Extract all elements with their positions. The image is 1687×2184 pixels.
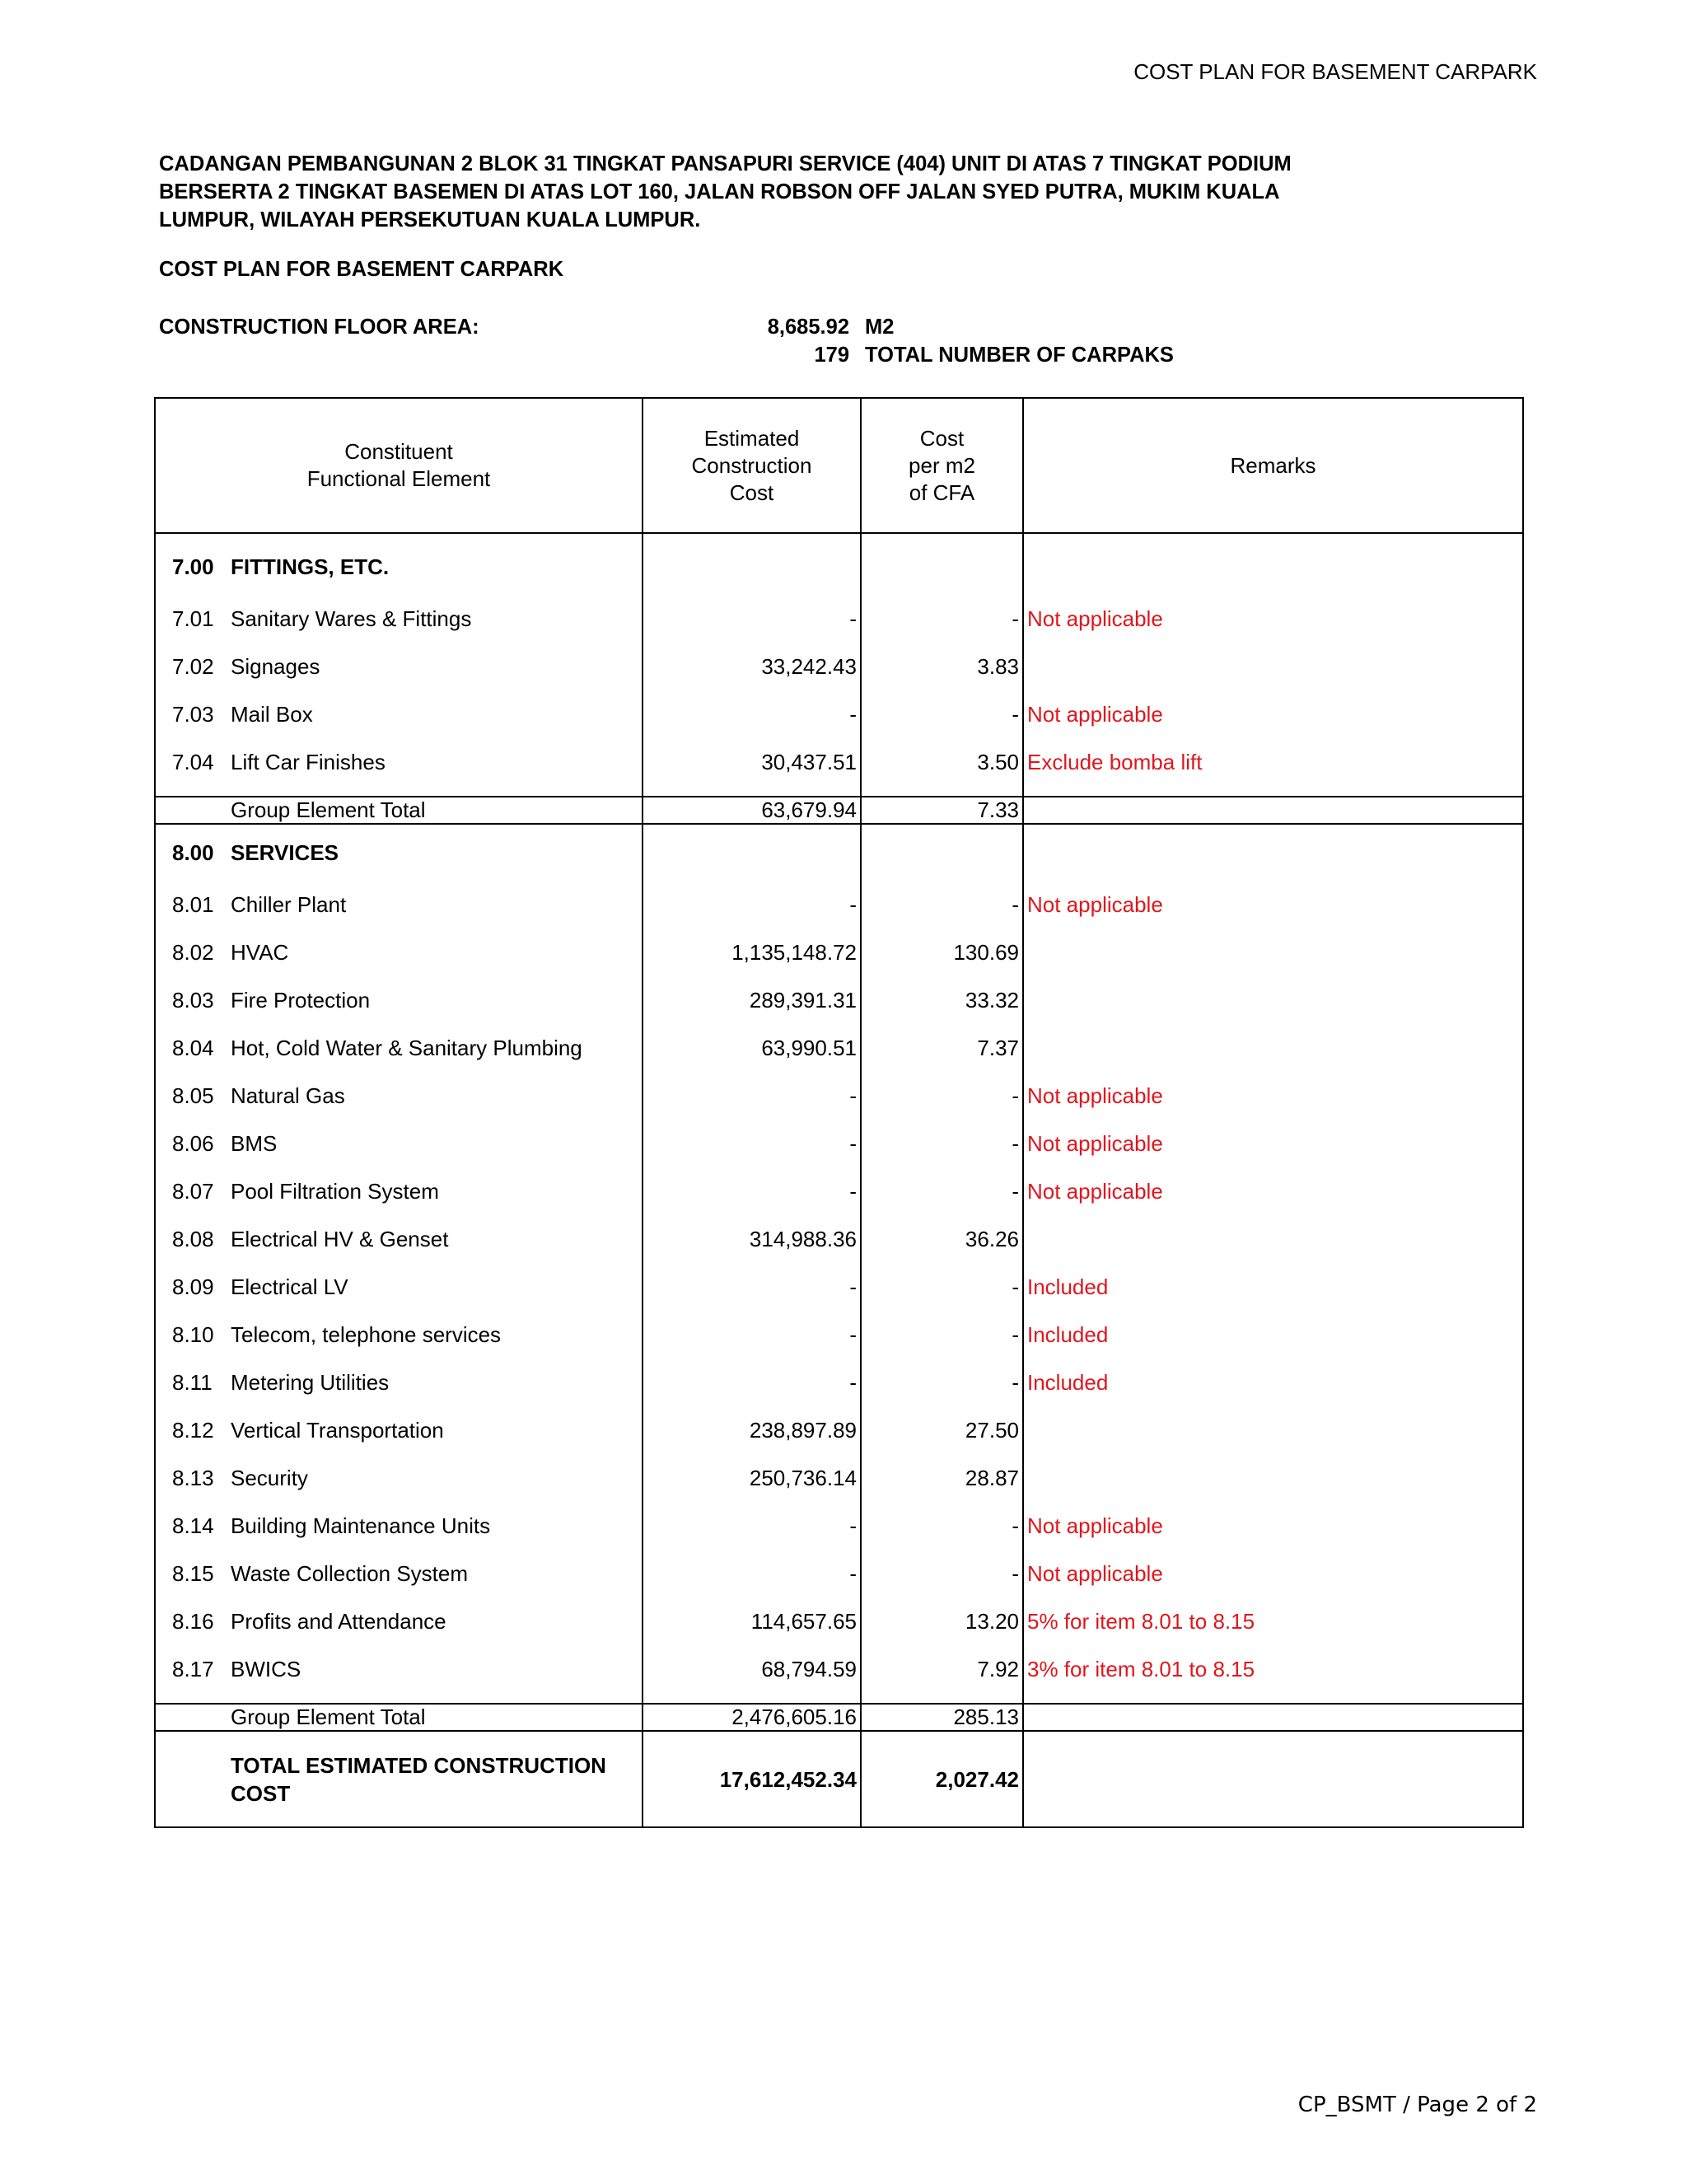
item-remark: Not applicable (1023, 595, 1523, 643)
table-row (155, 1215, 1523, 1263)
item-code: 8.04 (155, 1024, 231, 1072)
table-row (155, 1072, 1523, 1120)
item-code: 8.01 (155, 881, 231, 928)
item-estimated-cost: - (643, 1263, 861, 1311)
group-total-remark (1023, 1704, 1523, 1731)
group-total-row (155, 797, 1523, 824)
item-name: Chiller Plant (231, 881, 643, 928)
carparks-label: TOTAL NUMBER OF CARPAKS (865, 344, 1174, 367)
table-row (155, 690, 1523, 738)
table-row (155, 1406, 1523, 1454)
cfa-area-unit: M2 (865, 316, 895, 339)
group-code: 7.00 (155, 533, 231, 595)
item-name: Pool Filtration System (231, 1167, 643, 1215)
item-remark: Not applicable (1023, 1502, 1523, 1550)
item-estimated-cost: - (643, 1550, 861, 1597)
item-estimated-cost: 289,391.31 (643, 976, 861, 1024)
item-estimated-cost: 250,736.14 (643, 1454, 861, 1502)
item-remark (1023, 643, 1523, 690)
grand-total-label (231, 1731, 643, 1827)
row-spacer (155, 786, 1523, 797)
item-estimated-cost: 33,242.43 (643, 643, 861, 690)
item-remark: Not applicable (1023, 1550, 1523, 1597)
item-name: Electrical HV & Genset (231, 1215, 643, 1263)
table-row (155, 1454, 1523, 1502)
page-footer: CP_BSMT / Page 2 of 2 (1297, 2093, 1537, 2117)
grand-total-code-empty (155, 1731, 231, 1827)
table-row (155, 1502, 1523, 1550)
item-code: 8.14 (155, 1502, 231, 1550)
table-row (155, 1263, 1523, 1311)
item-estimated-cost: 30,437.51 (643, 738, 861, 786)
item-remark: 3% for item 8.01 to 8.15 (1023, 1645, 1523, 1693)
spacer-cell (1023, 786, 1523, 797)
table-row (155, 881, 1523, 928)
item-name: HVAC (231, 928, 643, 976)
group-rate-empty (861, 533, 1023, 595)
table-row (155, 976, 1523, 1024)
table-row (155, 1645, 1523, 1693)
item-name: Mail Box (231, 690, 643, 738)
item-cost-per-m2: 27.50 (861, 1406, 1023, 1454)
spacer-cell (861, 786, 1023, 797)
grand-total-remark (1023, 1731, 1523, 1827)
item-remark (1023, 1406, 1523, 1454)
item-name: Lift Car Finishes (231, 738, 643, 786)
item-cost-per-m2: 33.32 (861, 976, 1023, 1024)
item-remark (1023, 928, 1523, 976)
item-cost-per-m2: - (861, 1120, 1023, 1167)
item-name: Signages (231, 643, 643, 690)
item-remark: Exclude bomba lift (1023, 738, 1523, 786)
item-cost-per-m2: - (861, 1311, 1023, 1359)
item-code: 8.16 (155, 1597, 231, 1645)
total-code-empty (155, 1704, 231, 1731)
group-remark-empty (1023, 533, 1523, 595)
header-remarks: Remarks (1023, 398, 1523, 533)
item-code: 8.08 (155, 1215, 231, 1263)
row-spacer (155, 1693, 1523, 1704)
item-cost-per-m2: 13.20 (861, 1597, 1023, 1645)
cost-plan-table (154, 397, 1524, 1828)
item-code: 8.03 (155, 976, 231, 1024)
item-name: Electrical LV (231, 1263, 643, 1311)
item-code: 8.05 (155, 1072, 231, 1120)
item-estimated-cost: - (643, 1502, 861, 1550)
table-row (155, 1359, 1523, 1406)
group-total-label: Group Element Total (231, 1704, 643, 1731)
item-estimated-cost: 63,990.51 (643, 1024, 861, 1072)
table-row (155, 1311, 1523, 1359)
item-estimated-cost: - (643, 690, 861, 738)
item-code: 8.11 (155, 1359, 231, 1406)
item-name: Building Maintenance Units (231, 1502, 643, 1550)
group-total-rate: 7.33 (861, 797, 1023, 824)
item-name: Natural Gas (231, 1072, 643, 1120)
table-body (155, 533, 1523, 1827)
item-cost-per-m2: 3.50 (861, 738, 1023, 786)
item-code: 7.03 (155, 690, 231, 738)
grand-total-row (155, 1731, 1523, 1827)
item-cost-per-m2: - (861, 595, 1023, 643)
item-estimated-cost: 314,988.36 (643, 1215, 861, 1263)
group-total-rate: 285.13 (861, 1704, 1023, 1731)
item-estimated-cost: - (643, 595, 861, 643)
spacer-cell (643, 1693, 861, 1704)
carparks-value: 179 (814, 344, 849, 367)
item-estimated-cost: - (643, 881, 861, 928)
item-cost-per-m2: - (861, 1167, 1023, 1215)
item-code: 8.07 (155, 1167, 231, 1215)
item-cost-per-m2: - (861, 1072, 1023, 1120)
header-estimated-cost: Estimated Construction Cost (643, 398, 861, 533)
table-row (155, 1024, 1523, 1072)
project-title: CADANGAN PEMBANGUNAN 2 BLOK 31 TINGKAT PANSAPURI SERVICE (404) UNIT DI ATAS 7 TINGKAT PODIUM BERSERTA 2 TINGKAT BASEMEN DI ATAS LOT 160, JALAN ROBSON OFF JALAN SYED PUTRA, MUKIM KUALA LUMPUR, WILAYAH PERSEKUTUAN KUALA LUMPUR. (159, 152, 1292, 231)
table-row (155, 928, 1523, 976)
group-cost-empty (643, 533, 861, 595)
group-total-cost: 2,476,605.16 (643, 1704, 861, 1731)
item-remark: Not applicable (1023, 690, 1523, 738)
item-cost-per-m2: - (861, 690, 1023, 738)
item-cost-per-m2: - (861, 1502, 1023, 1550)
item-code: 8.09 (155, 1263, 231, 1311)
table-row (155, 738, 1523, 786)
group-heading-row (155, 533, 1523, 595)
document-subtitle: COST PLAN FOR BASEMENT CARPARK (159, 258, 564, 281)
item-name: Vertical Transportation (231, 1406, 643, 1454)
item-cost-per-m2: - (861, 1263, 1023, 1311)
item-name: Sanitary Wares & Fittings (231, 595, 643, 643)
item-estimated-cost: 114,657.65 (643, 1597, 861, 1645)
item-estimated-cost: 238,897.89 (643, 1406, 861, 1454)
spacer-cell (861, 1693, 1023, 1704)
total-code-empty (155, 797, 231, 824)
item-name: Metering Utilities (231, 1359, 643, 1406)
item-code: 8.06 (155, 1120, 231, 1167)
cfa-label: CONSTRUCTION FLOOR AREA: (159, 316, 479, 339)
group-name: FITTINGS, ETC. (231, 533, 643, 595)
item-remark: Not applicable (1023, 881, 1523, 928)
item-name: Profits and Attendance (231, 1597, 643, 1645)
item-remark (1023, 976, 1523, 1024)
item-name: Hot, Cold Water & Sanitary Plumbing (231, 1024, 643, 1072)
item-remark (1023, 1024, 1523, 1072)
spacer-cell (231, 1693, 643, 1704)
group-name: SERVICES (231, 824, 643, 881)
item-remark: 5% for item 8.01 to 8.15 (1023, 1597, 1523, 1645)
item-code: 8.12 (155, 1406, 231, 1454)
item-code: 7.04 (155, 738, 231, 786)
item-remark: Not applicable (1023, 1072, 1523, 1120)
item-code: 8.13 (155, 1454, 231, 1502)
group-remark-empty (1023, 824, 1523, 881)
item-estimated-cost: - (643, 1167, 861, 1215)
item-name: BWICS (231, 1645, 643, 1693)
group-heading-row (155, 824, 1523, 881)
header-element: Constituent Functional Element (155, 398, 643, 533)
item-cost-per-m2: 3.83 (861, 643, 1023, 690)
grand-total-cost: 17,612,452.34 (643, 1731, 861, 1827)
item-cost-per-m2: - (861, 1359, 1023, 1406)
item-remark: Included (1023, 1263, 1523, 1311)
grand-total-label-line2: COST (231, 1780, 291, 1806)
table-header-row (155, 398, 1523, 533)
spacer-cell (1023, 1693, 1523, 1704)
item-cost-per-m2: 28.87 (861, 1454, 1023, 1502)
item-cost-per-m2: 130.69 (861, 928, 1023, 976)
table-row (155, 1550, 1523, 1597)
item-estimated-cost: - (643, 1359, 861, 1406)
item-estimated-cost: 1,135,148.72 (643, 928, 861, 976)
cfa-area-value: 8,685.92 (767, 316, 849, 339)
item-remark: Not applicable (1023, 1167, 1523, 1215)
item-name: BMS (231, 1120, 643, 1167)
table-row (155, 595, 1523, 643)
item-estimated-cost: - (643, 1311, 861, 1359)
item-name: Telecom, telephone services (231, 1311, 643, 1359)
item-cost-per-m2: 7.37 (861, 1024, 1023, 1072)
table-row (155, 1597, 1523, 1645)
item-code: 7.01 (155, 595, 231, 643)
item-remark (1023, 1454, 1523, 1502)
item-cost-per-m2: 36.26 (861, 1215, 1023, 1263)
item-name: Security (231, 1454, 643, 1502)
group-rate-empty (861, 824, 1023, 881)
table-row (155, 643, 1523, 690)
group-code: 8.00 (155, 824, 231, 881)
group-total-cost: 63,679.94 (643, 797, 861, 824)
page-header: COST PLAN FOR BASEMENT CARPARK (1133, 59, 1537, 84)
spacer-cell (155, 786, 231, 797)
item-remark (1023, 1215, 1523, 1263)
item-code: 8.02 (155, 928, 231, 976)
table-row (155, 1120, 1523, 1167)
item-remark: Included (1023, 1311, 1523, 1359)
item-code: 7.02 (155, 643, 231, 690)
item-name: Fire Protection (231, 976, 643, 1024)
group-total-row (155, 1704, 1523, 1731)
item-estimated-cost: - (643, 1120, 861, 1167)
item-cost-per-m2: - (861, 881, 1023, 928)
grand-total-rate: 2,027.42 (861, 1731, 1023, 1827)
spacer-cell (643, 786, 861, 797)
item-code: 8.15 (155, 1550, 231, 1597)
table-row (155, 1167, 1523, 1215)
item-code: 8.17 (155, 1645, 231, 1693)
item-estimated-cost: 68,794.59 (643, 1645, 861, 1693)
item-estimated-cost: - (643, 1072, 861, 1120)
header-cost-per-m2: Cost per m2 of CFA (861, 398, 1023, 533)
item-cost-per-m2: 7.92 (861, 1645, 1023, 1693)
spacer-cell (155, 1693, 231, 1704)
group-total-remark (1023, 797, 1523, 824)
item-remark: Not applicable (1023, 1120, 1523, 1167)
group-total-label: Group Element Total (231, 797, 643, 824)
item-code: 8.10 (155, 1311, 231, 1359)
grand-total-label-line1: TOTAL ESTIMATED CONSTRUCTION (231, 1752, 606, 1778)
item-name: Waste Collection System (231, 1550, 643, 1597)
group-cost-empty (643, 824, 861, 881)
spacer-cell (231, 786, 643, 797)
item-cost-per-m2: - (861, 1550, 1023, 1597)
item-remark: Included (1023, 1359, 1523, 1406)
